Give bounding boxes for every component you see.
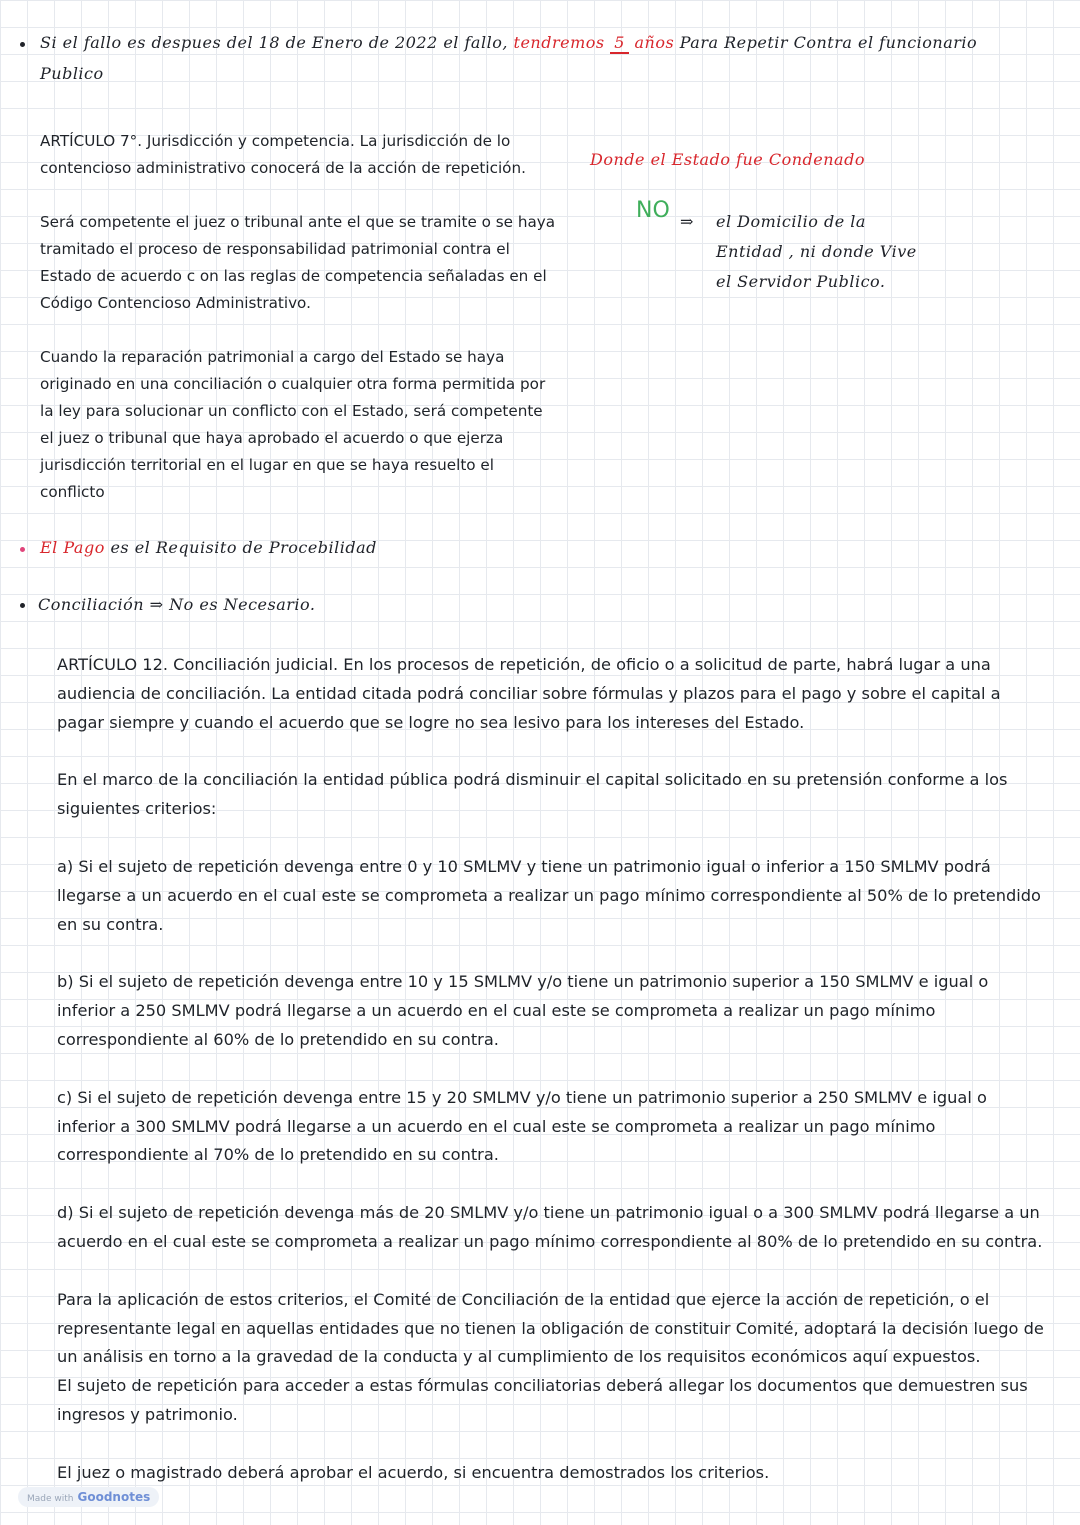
handwritten-note-first-line (40, 33, 1070, 52)
criterion-d: d) Si el sujeto de repetición devenga más de 20 SMLMV y/o tiene un patrimonio igual o a 300 SMLMV podrá llegarse a un acuerdo en el cual este se comprometa a realizar un pago mínimo correspondiente al 80% de lo pretendido en su contra. (57, 1203, 1043, 1251)
bullet-dot (20, 547, 25, 552)
side-note-line: el Servidor Publico. (716, 272, 886, 291)
article-7-block (40, 128, 560, 506)
note-text: No es Necesario. (169, 595, 316, 614)
article-12-paragraph: El sujeto de repetición para acceder a estas fórmulas conciliatorias deberá allegar los documentos que demuestren sus ingresos y patrimonio. (57, 1376, 1028, 1424)
bullet-dot (20, 603, 25, 608)
article-7-heading-paragraph: ARTÍCULO 7°. Jurisdicción y competencia. La jurisdicción de lo contencioso administrativo conocerá de la acción de repetición. (40, 132, 526, 177)
criterion-c: c) Si el sujeto de repetición devenga entre 15 y 20 SMLMV y/o tiene un patrimonio superior a 250 SMLMV e igual o inferior a 300 SMLMV podrá llegarse a un acuerdo en el cual este se comprometa a realizar un pago mínimo correspondiente al 70% de lo pretendido en su contra. (57, 1087, 987, 1165)
side-note-line: el Domicilio de la (716, 212, 866, 231)
handwritten-note-payment (40, 538, 377, 557)
arrow-icon: ⇒ (149, 595, 164, 614)
note-number: 5 (610, 33, 629, 54)
side-note-red-line: Donde el Estado fue Condenado (590, 150, 865, 169)
handwritten-note-second-line: Publico (40, 64, 104, 83)
note-highlight: El Pago (40, 538, 105, 557)
note-text: Para Repetir Contra el funcionario (679, 33, 978, 52)
handwritten-note-conciliation (38, 595, 315, 614)
criterion-a: a) Si el sujeto de repetición devenga entre 0 y 10 SMLMV y tiene un patrimonio igual o inferior a 150 SMLMV podrá llegarse a un acuerdo en el cual este se comprometa a realizar un pago mínimo correspondiente al 50% de lo pretendido en su contra. (57, 856, 1041, 934)
made-with-badge (18, 1487, 159, 1507)
article-12-paragraph: Para la aplicación de estos criterios, el Comité de Conciliación de la entidad que ejerce la acción de repetición, o el representante legal en aquellas entidades que no tienen la obligación de constituir Comité, adoptará la decisión luego de un análisis en torno a la gravedad de la conducta y al cumplimiento de los requisitos económicos aquí expuestos. (57, 1289, 1044, 1367)
note-text: es el Requisito de Procebilidad (110, 538, 377, 557)
article-12-heading-paragraph: ARTÍCULO 12. Conciliación judicial. En los procesos de repetición, de oficio o a solicitud de parte, habrá lugar a una audiencia de conciliación. La entidad citada podrá conciliar sobre fórmulas y plazos para el pago y sobre el capital a pagar siempre y cuando el acuerdo que se logre no sea lesivo para los intereses del Estado. (57, 655, 1001, 732)
article-12-paragraph: El juez o magistrado deberá aprobar el acuerdo, si encuentra demostrados los criterios. (57, 1462, 770, 1482)
badge-prefix: Made with (27, 1494, 74, 1504)
article-7-paragraph: Será competente el juez o tribunal ante el que se tramite o se haya tramitado el proceso de responsabilidad patrimonial contra el Estado de acuerdo c on las reglas de competencia señaladas en el Código Contencioso Administrativo. (40, 213, 556, 312)
arrow-icon: ⇒ (680, 212, 694, 231)
article-7-paragraph: Cuando la reparación patrimonial a cargo del Estado se haya originado en una conciliación o cualquier otra forma permitida por la ley para solucionar un conflicto con el Estado, será competente el juez o tribunal que haya aprobado el acuerdo o que ejerza jurisdicción territorial en el lugar en que se haya resuelto el conflicto (40, 348, 546, 501)
side-note-line: Entidad , ni donde Vive (716, 242, 917, 261)
note-highlight: tendremos (513, 33, 605, 52)
article-12-paragraph: En el marco de la conciliación la entidad pública podrá disminuir el capital solicitado en su pretensión conforme a los siguientes criterios: (57, 770, 1008, 819)
criterion-b: b) Si el sujeto de repetición devenga entre 10 y 15 SMLMV y/o tiene un patrimonio superior a 150 SMLMV e igual o inferior a 250 SMLMV podrá llegarse a un acuerdo en el cual este se comprometa a realizar un pago mínimo correspondiente al 60% de lo pretendido en su contra. (57, 972, 989, 1049)
goodnotes-logo-text: Goodnotes (77, 1490, 151, 1504)
note-text: Conciliación (38, 595, 145, 614)
article-12-block (57, 651, 1047, 1488)
note-highlight: años (634, 33, 675, 52)
bullet-dot (20, 42, 25, 47)
side-note-no-label: NO (636, 198, 670, 223)
note-text: Si el fallo es despues del 18 de Enero de 2022 el fallo, (40, 33, 508, 52)
